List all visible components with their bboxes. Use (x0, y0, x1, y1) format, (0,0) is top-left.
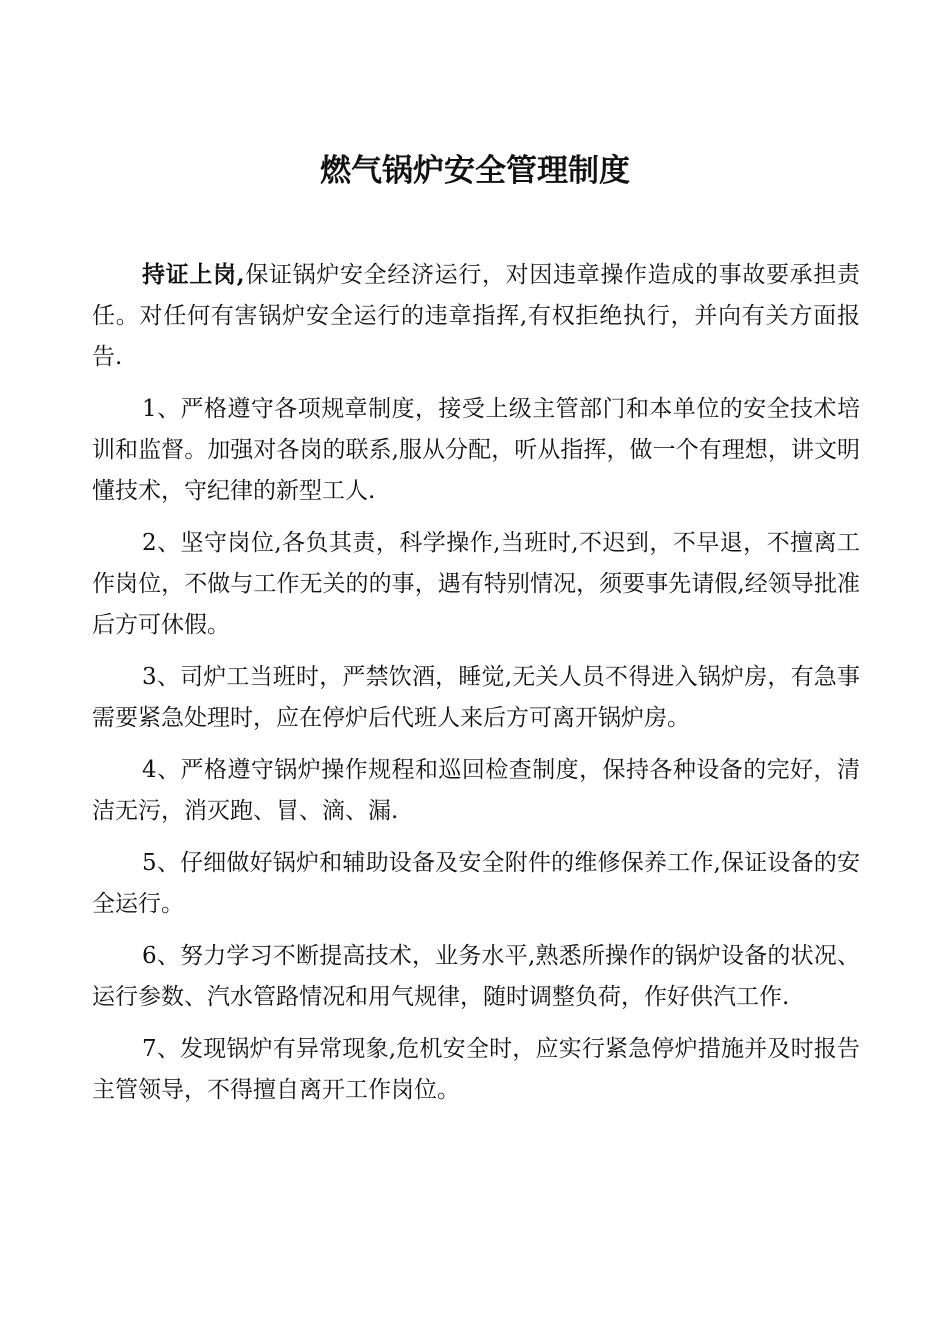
rule-item-6: 6、努力学习不断提高技术，业务水平,熟悉所操作的锅炉设备的状况、运行参数、汽水管路情况和用气规律，随时调整负荷，作好供汽工作. (92, 943, 860, 1010)
rule-item-4: 4、严格遵守锅炉操作规程和巡回检查制度，保持各种设备的完好，清洁无污，消灭跑、冒、滴、漏. (92, 757, 860, 824)
intro-lead: 持证上岗, (142, 261, 245, 288)
intro-paragraph (92, 254, 860, 378)
intro-text: 保证锅炉安全经济运行，对因违章操作造成的事故要承担责任。对任何有害锅炉安全运行的违章指挥,有权拒绝执行，并向有关方面报告. (92, 262, 860, 370)
rule-item-1: 1、严格遵守各项规章制度，接受上级主管部门和本单位的安全技术培训和监督。加强对各岗的联系,服从分配，听从指挥，做一个有理想，讲文明懂技术，守纪律的新型工人. (92, 396, 860, 504)
rule-item-7: 7、发现锅炉有异常现象,危机安全时，应实行紧急停炉措施并及时报告主管领导，不得擅自离开工作岗位。 (92, 1036, 860, 1103)
rule-item-2: 2、坚守岗位,各负其责，科学操作,当班时,不迟到，不早退，不擅离工作岗位，不做与工作无关的的事，遇有特别情况，须要事先请假,经领导批准后方可休假。 (92, 530, 860, 638)
rule-item-3: 3、司炉工当班时，严禁饮酒，睡觉,无关人员不得进入锅炉房，有急事需要紧急处理时，应在停炉后代班人来后方可离开锅炉房。 (92, 664, 860, 731)
rule-item-5: 5、仔细做好锅炉和辅助设备及安全附件的维修保养工作,保证设备的安全运行。 (92, 850, 860, 917)
document-body (92, 254, 860, 1122)
document-title: 燃气锅炉安全管理制度 (320, 152, 630, 189)
